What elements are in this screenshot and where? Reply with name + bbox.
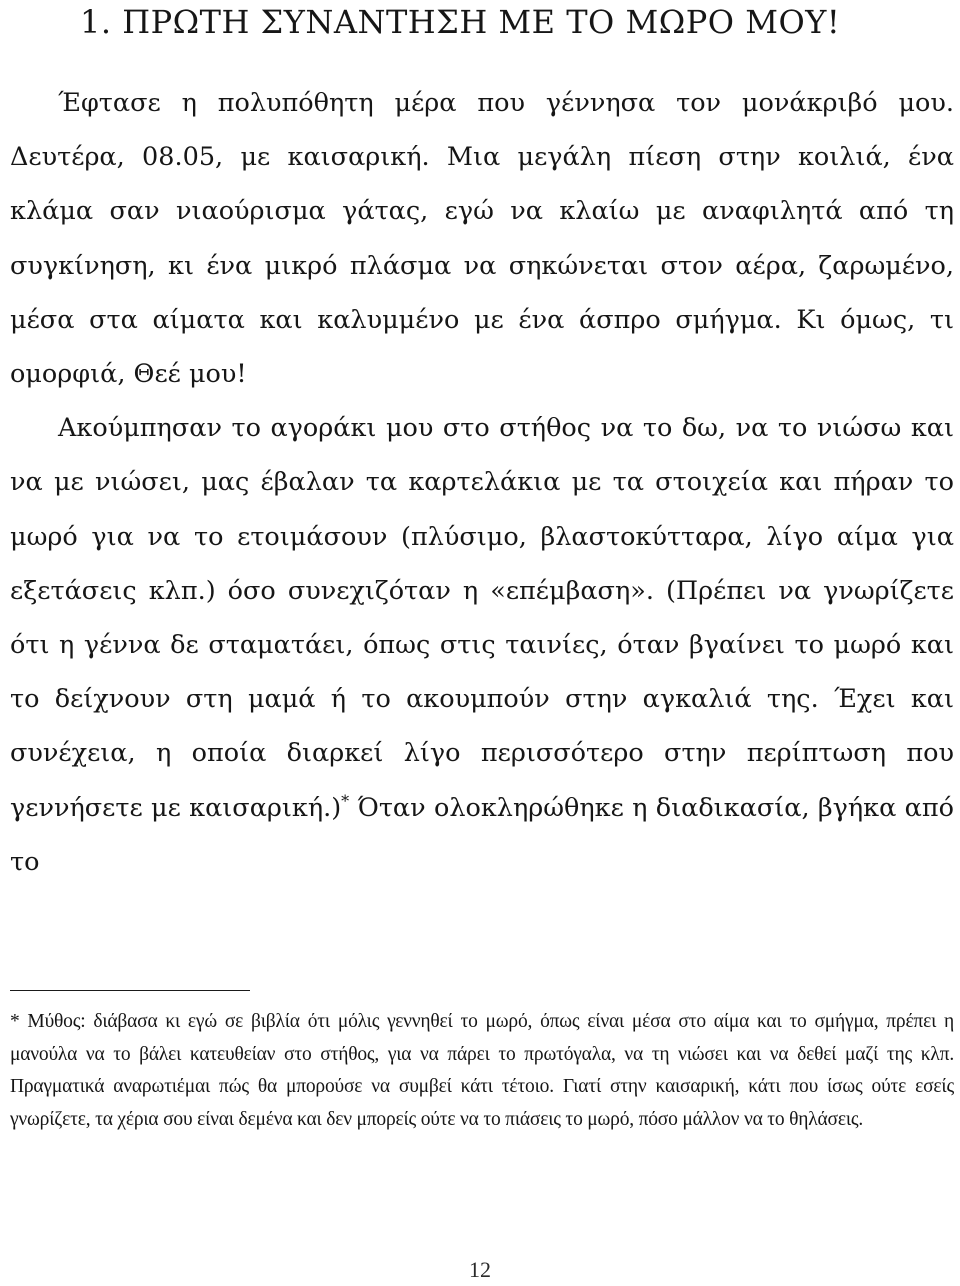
footnote-marker: *	[341, 791, 350, 811]
paragraph-2-continuation: Όταν ολοκληρώθηκε η διαδικασία, βγήκα από το	[10, 792, 954, 877]
footnote: * Μύθος: διάβασα κι εγώ σε βιβλία ότι μόλις γεννηθεί το μωρό, όπως είναι μέσα στο αίμα και το σμήγμα, πρέπει η μανούλα να το βάλει κατευθείαν στο στήθος, για να πάρει το πρωτόγαλα, να τη νιώσει και να δεθεί μαζί της κλπ. Πραγματικά αναρωτιέμαι πώς θα μπορούσε να συμβεί κάτι τέτοιο. Γιατί στην καισαρική, κάτι που ίσως ούτε εσείς γνωρίζετε, τα χέρια σου είναι δεμένα και δεν μπορείς ούτε να το πιάσεις το μωρό, πόσο μάλλον να το θηλάσεις.	[10, 1011, 954, 1130]
paragraph-2-text: Ακούμπησαν το αγοράκι μου στο στήθος να το δω, να το νιώσω και να με νιώσει, μας έβαλαν τα καρτελάκια με τα στοιχεία και πήραν το μωρό για να το ετοιμάσουν (πλύσιμο, βλαστοκύτταρα, λίγο αίμα για εξετάσεις κλπ.) όσο συνεχιζόταν η «επέμβαση». (Πρέπει να γνωρίζετε ότι η γέννα δε σταματάει, όπως στις ταινίες, όταν βγαίνει το μωρό και το δείχνουν στη μαμά ή το ακουμπούν στην αγκαλιά της. Έχει και συνέχεια, η οποία διαρκεί λίγο περισσότερο στην περίπτωση που γεννήσετε με καισαρική.)	[10, 413, 954, 823]
chapter-title: 1. ΠΡΩΤΗ ΣΥΝΑΝΤΗΣΗ ΜΕ ΤΟ ΜΩΡΟ ΜΟΥ!	[80, 3, 841, 41]
page-number: 12	[469, 1257, 491, 1282]
body-text	[10, 76, 954, 889]
paragraph-2	[10, 401, 954, 889]
footnote-divider	[10, 990, 250, 991]
paragraph-1: Έφτασε η πολυπόθητη μέρα που γέννησα τον μονάκριβό μου. Δευτέρα, 08.05, με καισαρική. Μια μεγάλη πίεση στην κοιλιά, ένα κλάμα σαν νιαούρισμα γάτας, εγώ να κλαίω με αναφιλητά από τη συγκίνηση, κι ένα μικρό πλάσμα να σηκώνεται στον αέρα, ζαρωμένο, μέσα στα αίματα και καλυμμένο με ένα άσπρο σμήγμα. Κι όμως, τι ομορφιά, Θεέ μου!	[10, 88, 954, 390]
